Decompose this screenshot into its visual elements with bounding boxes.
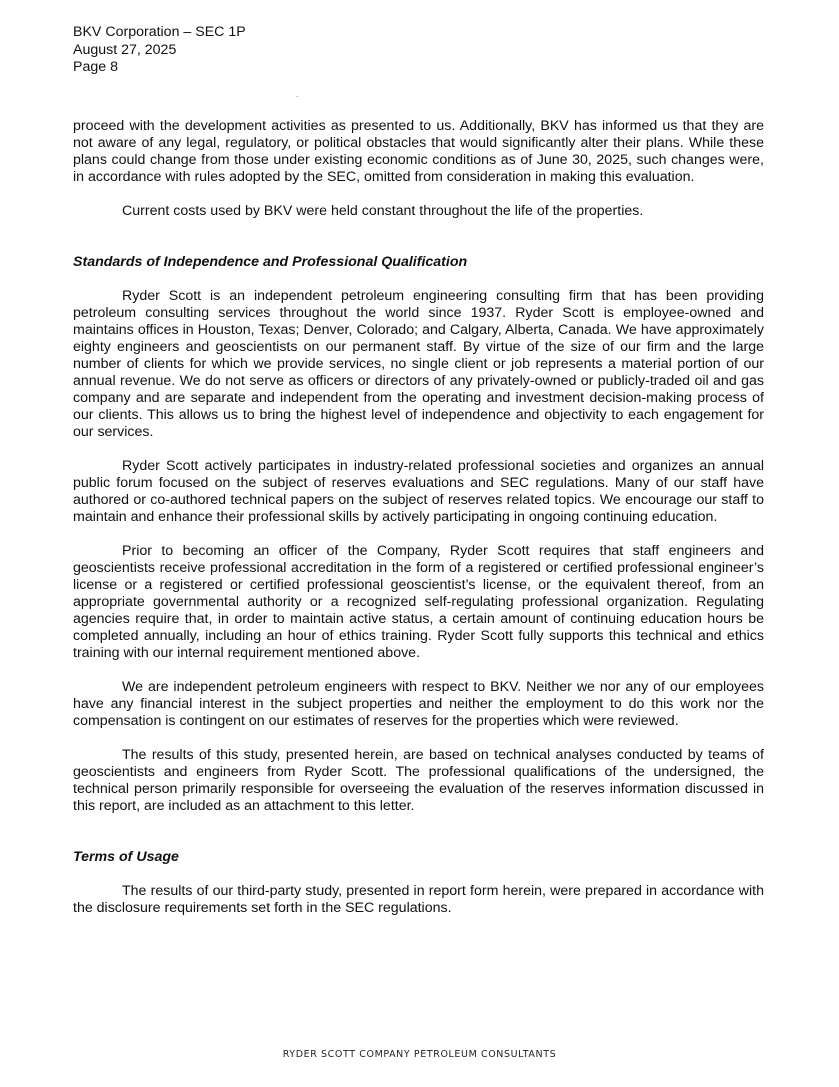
header-page-number: Page 8 xyxy=(73,59,118,75)
paragraph-development-plans: proceed with the development activities as presented to us. Additionally, BKV has informed us that they are not aware of any legal, regulatory, or political obstacles that would significantly alter their plans. While these plans could change from those under existing economic conditions as of June 30, 2025, such changes were, in accordance with rules adopted by the SEC, omitted from consideration in making this evaluation. xyxy=(73,118,764,185)
stray-dot-mark: . xyxy=(296,90,299,99)
paragraph-ryder-scott-overview: Ryder Scott is an independent petroleum engineering consulting firm that has been providing petroleum consulting services throughout the world since 1937. Ryder Scott is employee-owned and maintains offices in Houston, Texas; Denver, Colorado; and Calgary, Alberta, Canada. We have approximately eighty engineers and geoscientists on our permanent staff. By virtue of the size of our firm and the large number of clients for which we provide services, no single client or job represents a material portion of our annual revenue. We do not serve as officers or directors of any privately-owned or publicly-traded oil and gas company and are separate and independent from the operating and investment decision-making process of our clients. This allows us to bring the highest level of independence and objectivity to each engagement for our services. xyxy=(73,288,764,440)
section-heading-independence: Standards of Independence and Professional Qualification xyxy=(73,254,468,270)
paragraph-professional-societies: Ryder Scott actively participates in industry-related professional societies and organizes an annual public forum focused on the subject of reserves evaluations and SEC regulations. Many of our staff have authored or co-authored technical papers on the subject of reserves related topics. We encourage our staff to maintain and enhance their professional skills by actively participating in ongoing continuing education. xyxy=(73,458,764,525)
paragraph-third-party-study: The results of our third-party study, presented in report form herein, were prepared in accordance with the disclosure requirements set forth in the SEC regulations. xyxy=(73,883,764,916)
page-header xyxy=(73,24,246,77)
header-company-line: BKV Corporation – SEC 1P xyxy=(73,24,246,40)
paragraph-independence-statement: We are independent petroleum engineers with respect to BKV. Neither we nor any of our employees have any financial interest in the subject properties and neither the employment to do this work nor the compensation is contingent on our estimates of reserves for the properties which were reviewed. xyxy=(73,679,764,729)
page-footer-letterhead: RYDER SCOTT COMPANY PETROLEUM CONSULTANTS xyxy=(282,1049,557,1060)
paragraph-accreditation: Prior to becoming an officer of the Company, Ryder Scott requires that staff engineers and geoscientists receive professional accreditation in the form of a registered or certified professional engineer’s license or a registered or certified professional geoscientist’s license, or the equivalent thereof, from an appropriate governmental authority or a recognized self-regulating professional organization. Regulating agencies require that, in order to maintain active status, a certain amount of continuing education hours be completed annually, including an hour of ethics training. Ryder Scott fully supports this technical and ethics training with our internal requirement mentioned above. xyxy=(73,543,764,661)
document-body xyxy=(73,118,764,917)
paragraph-current-costs: Current costs used by BKV were held constant throughout the life of the properties. xyxy=(122,203,644,219)
paragraph-study-results: The results of this study, presented herein, are based on technical analyses conducted by teams of geoscientists and engineers from Ryder Scott. The professional qualifications of the undersigned, the technical person primarily responsible for overseeing the evaluation of the reserves information discussed in this report, are included as an attachment to this letter. xyxy=(73,747,764,814)
header-date: August 27, 2025 xyxy=(73,41,177,58)
section-heading-terms-of-usage: Terms of Usage xyxy=(73,849,179,865)
